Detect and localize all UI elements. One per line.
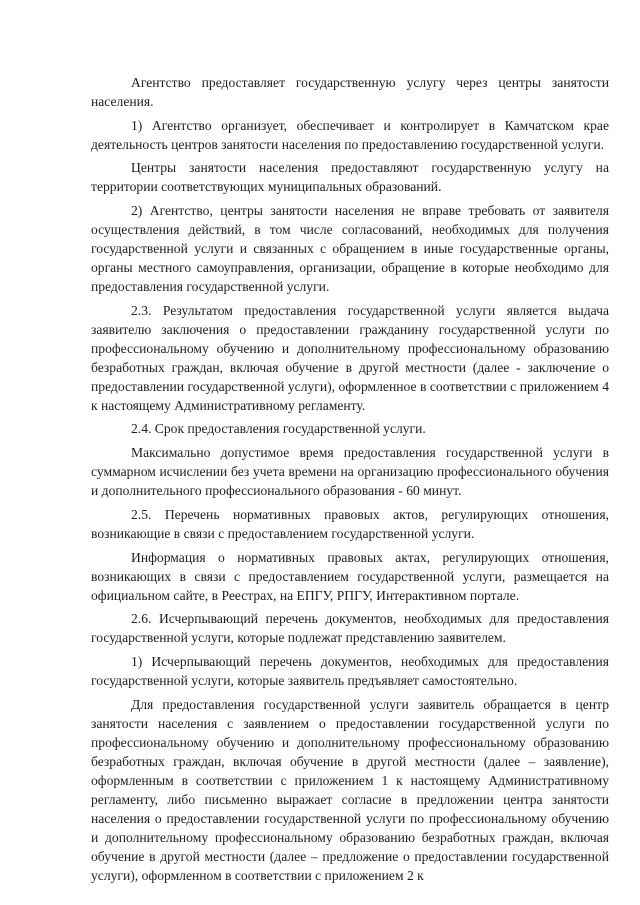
- paragraph-2-6-documents: 2.6. Исчерпывающий перечень документов, необходимых для предоставления государственной услуги, которые подлежат представлению заявителем.: [91, 611, 609, 646]
- paragraph-2-5-legal-acts: 2.5. Перечень нормативных правовых актов, регулирующих отношения, возникающие в связи с предоставлением государственной услуги.: [91, 506, 609, 541]
- paragraph-2-4-term: 2.4. Срок предоставления государственной услуги.: [131, 421, 426, 437]
- paragraph-centers-provide: Центры занятости населения предоставляют государственную услугу на территории соответствующих муниципальных образований.: [91, 160, 609, 195]
- paragraph-agency-provides-service: Агентство предоставляет государственную услугу через центры занятости населения.: [91, 75, 609, 109]
- document-body: [91, 73, 609, 885]
- paragraph-max-time: Максимально допустимое время предоставления государственной услуги в суммарном исчислении без учета времени на организацию профессионального обучения и дополнительного профессионального образования - 60 минут.: [91, 445, 609, 499]
- paragraph-legal-acts-info: Информация о нормативных правовых актах, регулирующих отношения, возникающих в связи с предоставлением государственной услуги, размещается на официальном сайте, в Реестрах, на ЕПГУ, РПГУ, Интерактивном портале.: [91, 549, 609, 603]
- paragraph-application: Для предоставления государственной услуги заявитель обращается в центр занятости населения с заявлением о предоставлении государственной услуги по профессиональному обучению и дополнительному профессиональному образованию безработных граждан, включая обучение в другой местности (далее – заявление), оформленным в соответствии с приложением 1 к настоящему Административному регламенту, либо письменно выражает согласие в предложении центра занятости населения о предоставлении государственной услуги по профессиональному обучению и дополнительному профессиональному образованию безработных граждан, включая обучение в другой местности (далее – предложение о предоставлении государственной услуги), оформленном в соответствии с приложением 2 к: [91, 696, 609, 883]
- paragraph-2-3-result: 2.3. Результатом предоставления государственной услуги является выдача заявителю заключения о предоставлении гражданину государственной услуги по профессиональному обучению и дополнительному профессиональному образованию безработных граждан, включая обучение в другой местности (далее - заключение о предоставлении государственной услуги), оформленное в соответствии с приложением 4 к настоящему Административному регламенту.: [91, 302, 609, 413]
- paragraph-not-entitled-to-require: 2) Агентство, центры занятости населения не вправе требовать от заявителя осуществления действий, в том числе согласований, необходимых для получения государственной услуги и связанных с обращением в иные государственные органы, органы местного самоуправления, организации, обращение в которые необходимо для предоставления государственной услуги.: [91, 203, 609, 295]
- paragraph-documents-list: 1) Исчерпывающий перечень документов, необходимых для предоставления государственной услуги, которые заявитель предъявляет самостоятельно.: [91, 653, 609, 688]
- paragraph-agency-organizes: 1) Агентство организует, обеспечивает и контролирует в Камчатском крае деятельность центров занятости населения по предоставлению государственной услуги.: [91, 117, 609, 152]
